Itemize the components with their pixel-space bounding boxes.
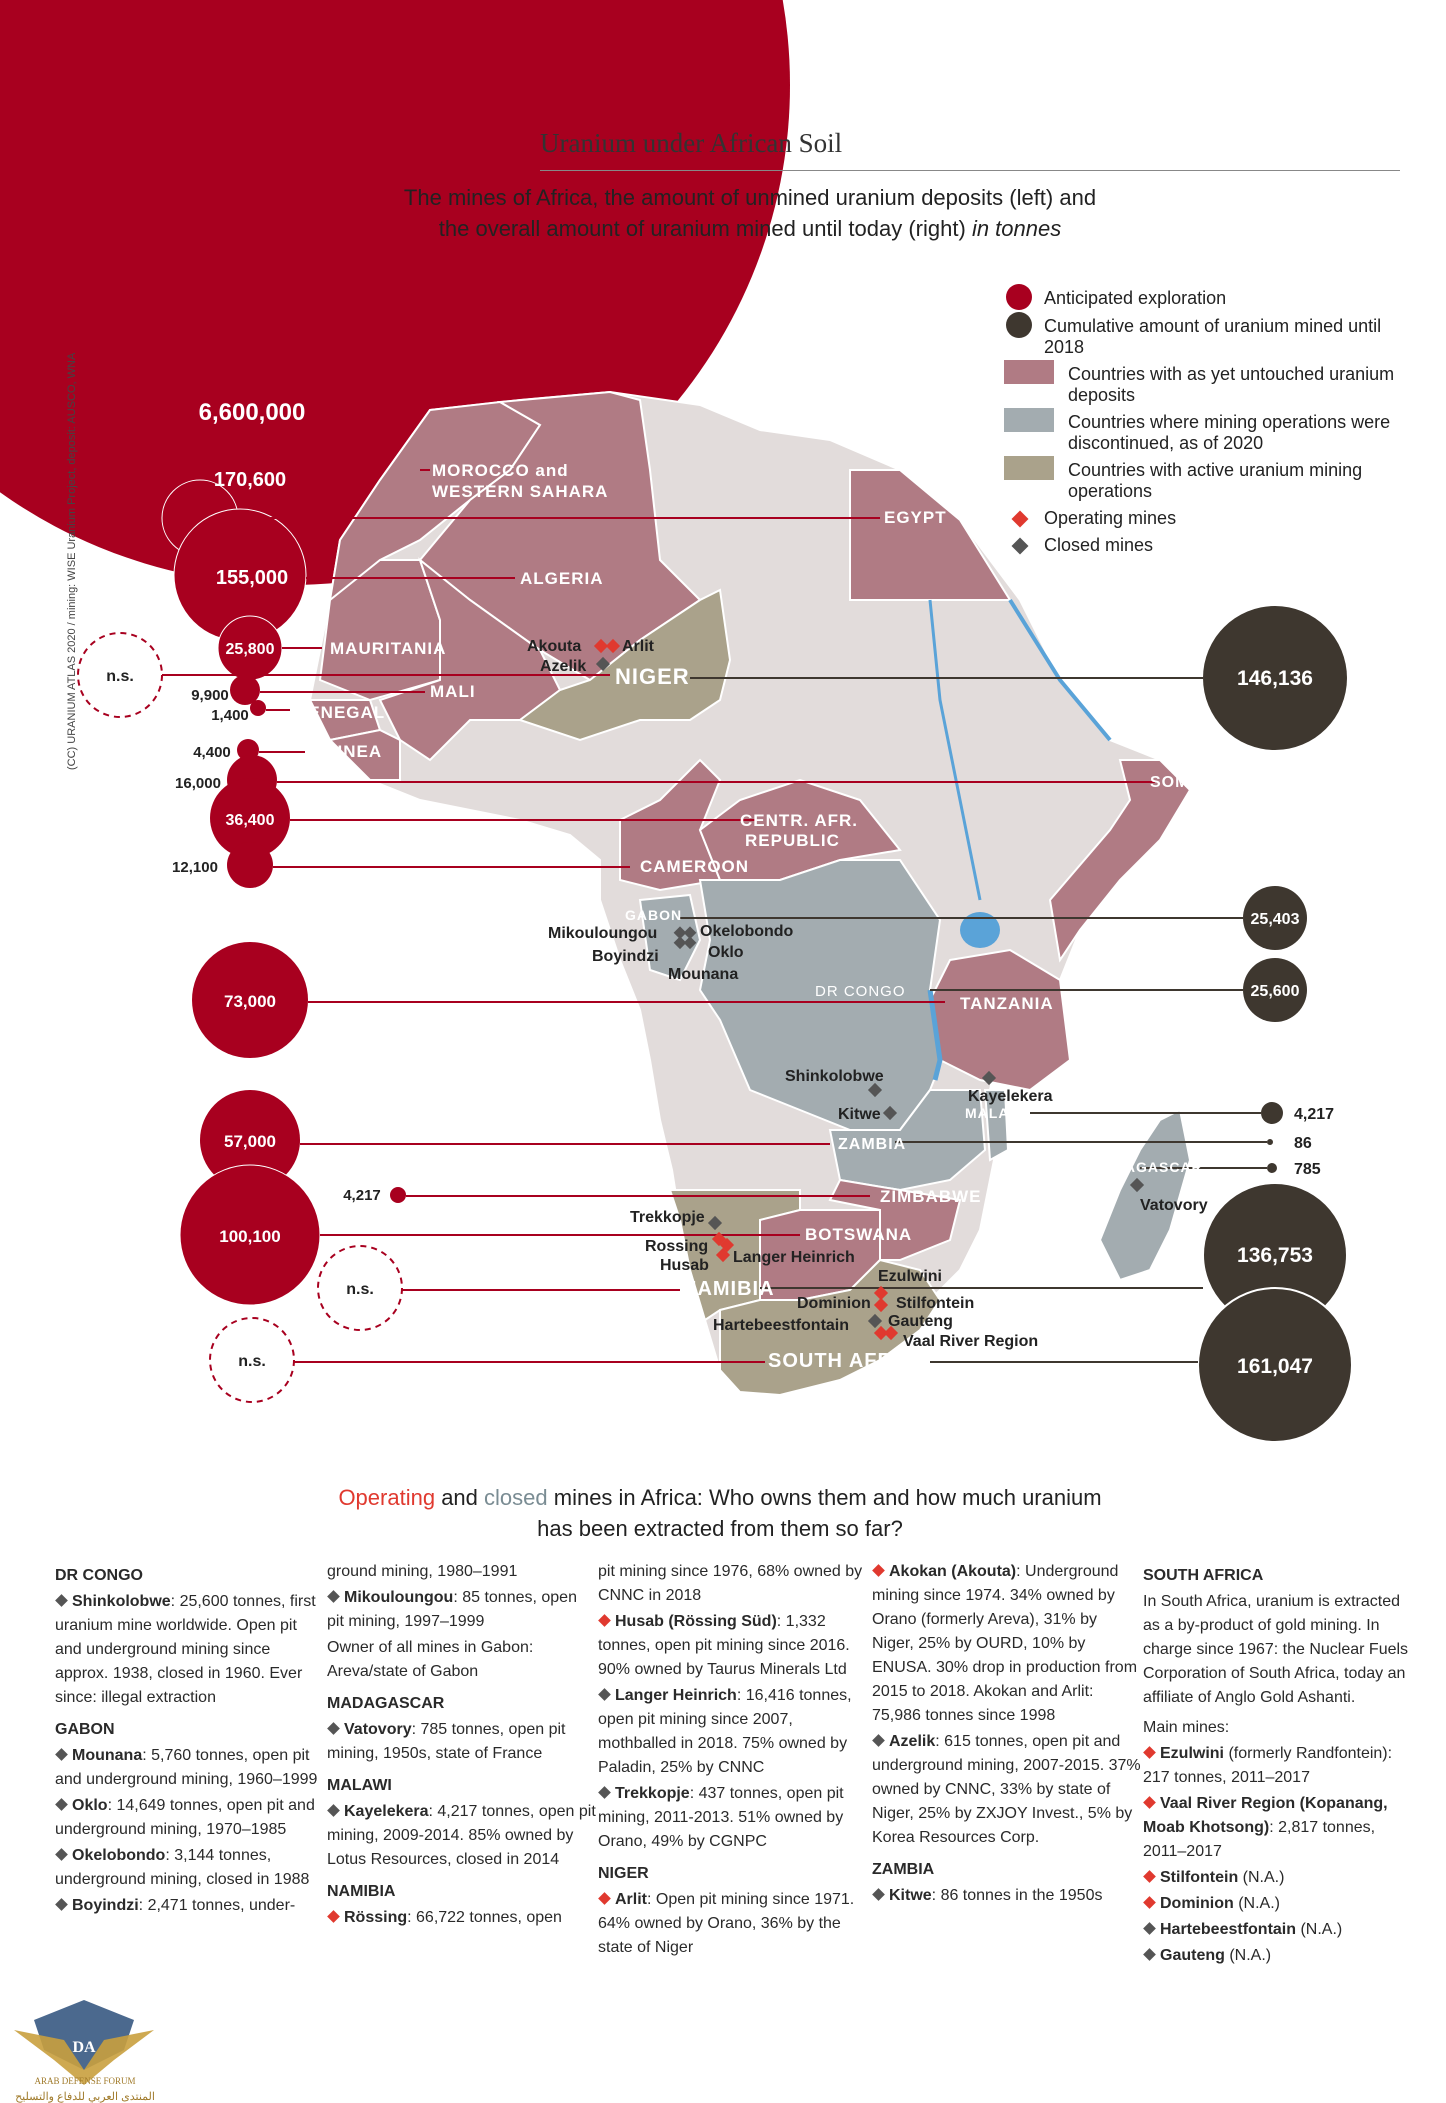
deposit-value-algeria: 155,000 [215, 567, 289, 589]
entry-husab [598, 1610, 868, 1682]
heading-zambia: ZAMBIA [872, 1861, 935, 1878]
label-trekkopje: Trekkopje [630, 1209, 705, 1226]
entry-name: Arlit [615, 1891, 647, 1908]
entry-hartebeest [1143, 1918, 1413, 1942]
entry-sa-intro: In South Africa, uranium is extracted as a by-product of gold mining. In charge since 1967: the Nuclear Fuels Corporation of South Africa, today an affiliate of Anglo Gold Ashanti. [1143, 1593, 1409, 1706]
label-tanzania: TANZANIA [960, 994, 1054, 1013]
entry-text: : 785 tonnes, open pit mining, 1950s, state of France [327, 1721, 566, 1762]
entry-text: : 66,722 tonnes, open [407, 1909, 562, 1926]
label-vatovory: Vatovory [1140, 1197, 1208, 1214]
legend-swatch-deposit [1006, 284, 1032, 310]
entry-name: Langer Heinrich [615, 1687, 737, 1704]
label-akouta: Akouta [527, 638, 582, 655]
entry-name: Akokan (Akouta) [889, 1563, 1017, 1580]
operating-mine-icon [1143, 1896, 1156, 1909]
entry-arlit [598, 1888, 868, 1960]
label-botswana: BOTSWANA [805, 1225, 913, 1244]
label-morocco-2: WESTERN SAHARA [432, 482, 609, 501]
region-madagascar [1100, 1110, 1190, 1280]
deposit-circle-senegal [250, 700, 266, 716]
label-hartebeest: Hartebeestfontain [713, 1317, 850, 1334]
logo-arabic: المنتدى العربي للدفاع والتسليح [15, 2091, 155, 2103]
entry-name: Kitwe [889, 1887, 932, 1904]
text-column-3 [598, 1560, 868, 1962]
mines-section-title [270, 1482, 1170, 1544]
entry-text: : Underground mining since 1974. 34% owned by Orano (formerly Areva), 31% by Niger, 25% by OURD, 10% by ENUSA. 30% drop in production from 2015 to 2018. Akokan and Arlit: 75,986 tonnes since 1998 [872, 1563, 1138, 1724]
deposit-value-botswana: 100,100 [219, 1227, 281, 1246]
deposit-value-niger: n.s. [106, 668, 134, 685]
title-closed: closed [484, 1485, 548, 1510]
label-dominion: Dominion [797, 1295, 871, 1312]
legend-swatch-untouched [1004, 360, 1054, 384]
deposit-value-cameroon: 12,100 [172, 859, 218, 876]
heading-southafrica: SOUTH AFRICA [1143, 1567, 1264, 1584]
heading-malawi: MALAWI [327, 1777, 392, 1794]
entry-name: Mikouloungou [344, 1589, 454, 1606]
entry-rossing-cont: pit mining since 1976, 68% owned by CNNC in 2018 [598, 1563, 863, 1604]
label-drcongo: DR CONGO [815, 983, 906, 1000]
heading-madagascar: MADAGASCAR [327, 1695, 445, 1712]
heading-gabon: GABON [55, 1721, 115, 1738]
legend-item-untouched [1004, 364, 1424, 406]
entry-name: Okelobondo [72, 1847, 166, 1864]
entry-text: : 16,416 tonnes, open pit mining since 2007, mothballed in 2018. 75% owned by Paladin, 25% by CNNC [598, 1687, 852, 1776]
legend-item-cumulative [1004, 316, 1424, 358]
entry-stilfontein [1143, 1866, 1413, 1890]
operating-mine-icon [872, 1564, 885, 1577]
label-mikouloungou: Mikouloungou [548, 925, 658, 942]
legend-swatch-mined [1006, 312, 1032, 338]
closed-mine-icon [55, 1748, 68, 1761]
label-azelik: Azelik [540, 658, 587, 675]
label-zimbabwe: ZIMBABWE [880, 1187, 982, 1206]
page-title: Uranium under African Soil [540, 128, 843, 158]
title-and: and [441, 1485, 478, 1510]
title-rest: mines in Africa: Who owns them and how much uranium [553, 1485, 1102, 1510]
subtitle-line-2 [330, 213, 1170, 244]
entry-name: Hartebeestfontain [1160, 1921, 1297, 1938]
label-morocco: MOROCCO and [432, 461, 569, 480]
entry-text: : 3,144 tonnes, underground mining, closed in 1988 [55, 1847, 310, 1888]
entry-name: Shinkolobwe [72, 1593, 171, 1610]
legend-diamond-operating [1012, 511, 1029, 528]
legend-label-2: Countries with as yet untouched uranium deposits [1068, 364, 1395, 405]
mined-value-southafrica: 161,047 [1237, 1355, 1313, 1378]
entry-name: Husab (Rössing Süd) [615, 1613, 777, 1630]
entry-name: Rössing [344, 1909, 408, 1926]
operating-mine-icon [598, 1614, 611, 1627]
subtitle-unit: in tonnes [971, 216, 1062, 241]
entry-name: Gauteng [1160, 1947, 1225, 1964]
legend-label-1: Cumulative amount of uranium mined until 2018 [1044, 316, 1382, 357]
label-car-2: REPUBLIC [745, 831, 840, 850]
logo-name: ARAB DEFENSE FORUM [34, 2076, 136, 2086]
text-column-5 [1143, 1560, 1413, 1970]
text-column-2 [327, 1560, 597, 1932]
region-egypt [850, 470, 1010, 600]
entry-name: Stilfontein [1160, 1869, 1239, 1886]
entry-text: (N.A.) [1238, 1869, 1285, 1886]
closed-mine-icon [872, 1734, 885, 1747]
entry-text: : 4,217 tonnes, open pit mining, 2009-2014. 85% owned by Lotus Resources, closed in 2014 [327, 1803, 596, 1868]
label-cameroon: CAMEROON [640, 857, 750, 876]
entry-name: Mounana [72, 1747, 143, 1764]
entry-ezulwini [1143, 1742, 1413, 1790]
label-shinkolobwe: Shinkolobwe [785, 1068, 884, 1085]
entry-dominion [1143, 1892, 1413, 1916]
label-langer: Langer Heinrich [733, 1249, 855, 1266]
mines-section-title-line-2: has been extracted from them so far? [537, 1516, 903, 1541]
entry-vaal [1143, 1792, 1413, 1864]
closed-mine-icon [872, 1888, 885, 1901]
mined-value-gabon: 25,403 [1250, 911, 1300, 928]
label-ezulwini: Ezulwini [878, 1268, 942, 1285]
closed-mine-icon [327, 1590, 340, 1603]
closed-mine-icon [1143, 1922, 1156, 1935]
legend-item-discontinued [1004, 412, 1424, 454]
entry-vatovory [327, 1718, 597, 1766]
closed-mine-icon [598, 1688, 611, 1701]
entry-text: : 615 tonnes, open pit and underground mining, 2007-2015. 37% owned by CNNC, 33% by state of Niger, 25% by ZXJOY Invest., 5% by Korea Resources Corp. [872, 1733, 1141, 1846]
entry-kayelekera [327, 1800, 597, 1872]
entry-name: Oklo [72, 1797, 108, 1814]
entry-trekkopje [598, 1782, 868, 1854]
entry-gauteng [1143, 1944, 1413, 1968]
entry-mounana [55, 1744, 325, 1792]
entry-boyindzi-cont: ground mining, 1980–1991 [327, 1563, 518, 1580]
label-kitwe: Kitwe [838, 1106, 881, 1123]
source-credit: (CC) URANIUM ATLAS 2020 / mining: WISE Uranium Project, deposit: AUSCO, WNA [66, 352, 78, 770]
operating-mine-icon [598, 1892, 611, 1905]
entry-text: (formerly Randfontein): 217 tonnes, 2011–2017 [1143, 1745, 1393, 1786]
label-algeria: ALGERIA [520, 569, 604, 588]
entry-text: (N.A.) [1296, 1921, 1343, 1938]
label-southafrica: SOUTH AFRICA [768, 1350, 931, 1372]
operating-mine-icon [1143, 1870, 1156, 1883]
entry-text: : 86 tonnes in the 1950s [931, 1887, 1103, 1904]
entry-text: : Open pit mining since 1971. 64% owned by Orano, 36% by the state of Niger [598, 1891, 855, 1956]
label-egypt: EGYPT [884, 508, 947, 527]
deposit-value-guinea: 4,400 [193, 744, 231, 761]
text-column-1 [55, 1560, 325, 1920]
legend-label-0: Anticipated exploration [1044, 288, 1227, 308]
heading-drcongo: DR CONGO [55, 1567, 143, 1584]
label-arlit: Arlit [622, 638, 654, 655]
legend-label-4: Countries with active uranium mining operations [1068, 460, 1363, 501]
label-mali: MALI [430, 682, 476, 701]
label-mauritania: MAURITANIA [330, 639, 447, 658]
operating-mine-icon [1143, 1746, 1156, 1759]
legend-label-3: Countries where mining operations were discontinued, as of 2020 [1068, 412, 1391, 453]
page-subtitle [330, 182, 1170, 244]
operating-mine-icon [1143, 1796, 1156, 1809]
label-guinea: GUINEA [310, 742, 383, 761]
entry-name: Dominion [1160, 1895, 1234, 1912]
legend-item-anticipated [1004, 288, 1424, 310]
label-malawi: MALAWI [965, 1105, 1028, 1121]
mined-circle-zambia [1267, 1139, 1273, 1145]
legend-label-6: Closed mines [1044, 535, 1154, 555]
legend-swatch-discontinued [1004, 408, 1054, 432]
deposit-circle-cameroon [227, 842, 273, 888]
closed-mine-icon [55, 1594, 68, 1607]
mined-value-niger: 146,136 [1237, 667, 1313, 690]
deposit-value-car: 36,400 [225, 812, 275, 829]
entry-mikouloungou [327, 1586, 597, 1634]
heading-niger: NIGER [598, 1865, 649, 1882]
closed-mine-icon [1143, 1948, 1156, 1961]
label-somalia: SOMALIA [1150, 774, 1231, 791]
deposit-value-egypt: 170,600 [213, 469, 287, 491]
entry-text: : 1,332 tonnes, open pit mining since 2016. 90% owned by Taurus Minerals Ltd [598, 1613, 850, 1678]
entry-text: (N.A.) [1233, 1895, 1280, 1912]
legend-item-active [1004, 460, 1424, 502]
deposit-circle-zimbabwe [390, 1187, 406, 1203]
label-car: CENTR. AFR. [740, 811, 859, 830]
label-husab: Husab [660, 1257, 709, 1274]
title-operating: Operating [338, 1485, 436, 1510]
label-gabon: GABON [625, 907, 683, 923]
closed-mine-icon [55, 1798, 68, 1811]
entry-text: : 437 tonnes, open pit mining, 2011-2013. 51% owned by Orano, 49% by CGNPC [598, 1785, 844, 1850]
deposit-value-namibia: n.s. [346, 1281, 374, 1298]
deposit-value-somalia: 16,000 [175, 775, 221, 792]
entry-akokan [872, 1560, 1142, 1728]
operating-mine-icon [327, 1910, 340, 1923]
deposit-value-morocco: 6,600,000 [198, 399, 306, 426]
label-stilfontein: Stilfontein [896, 1295, 975, 1312]
deposit-value-mali: 9,900 [191, 687, 229, 704]
label-mounana: Mounana [668, 966, 739, 983]
mined-value-namibia: 136,753 [1237, 1244, 1313, 1267]
legend-label-5: Operating mines [1044, 508, 1177, 528]
deposit-value-southafrica: n.s. [238, 1353, 266, 1370]
label-zambia: ZAMBIA [838, 1136, 907, 1153]
entry-shinkolobwe [55, 1590, 325, 1710]
deposit-value-zambia: 57,000 [224, 1132, 276, 1151]
subtitle-line-1: The mines of Africa, the amount of unmined uranium deposits (left) and [403, 185, 1097, 210]
entry-text: : 2,817 tonnes, 2011–2017 [1143, 1819, 1376, 1860]
entry-kitwe [872, 1884, 1142, 1908]
mined-value-malawi: 4,217 [1294, 1106, 1335, 1123]
entry-rossing [327, 1906, 597, 1930]
entry-name: Azelik [889, 1733, 936, 1750]
mined-value-drcongo: 25,600 [1250, 983, 1300, 1000]
entry-okelobondo [55, 1844, 325, 1892]
closed-mine-icon [55, 1848, 68, 1861]
mined-circle-madagascar [1267, 1163, 1277, 1173]
entry-text: : 14,649 tonnes, open pit and underground mining, 1970–1985 [55, 1797, 315, 1838]
entry-boyindzi [55, 1894, 325, 1918]
entry-name: Boyindzi [72, 1897, 139, 1914]
entry-name: Trekkopje [615, 1785, 690, 1802]
entry-main-mines: Main mines: [1143, 1719, 1230, 1736]
legend-diamond-closed [1012, 538, 1029, 555]
title-rule [540, 170, 1400, 171]
closed-mine-icon [327, 1804, 340, 1817]
label-boyindzi: Boyindzi [592, 948, 659, 965]
entry-name: Kayelekera [344, 1803, 429, 1820]
label-okelobondo: Okelobondo [700, 923, 794, 940]
legend-item-operating [1004, 508, 1424, 529]
entry-text: : 85 tonnes, open pit mining, 1997–1999 [327, 1589, 577, 1630]
logo-mark: DA [72, 2039, 96, 2056]
mined-value-madagascar: 785 [1294, 1161, 1321, 1178]
entry-name: Ezulwini [1160, 1745, 1224, 1762]
entry-gabon-owner: Owner of all mines in Gabon: Areva/state of Gabon [327, 1639, 534, 1680]
deposit-value-mauritania: 25,800 [225, 641, 275, 658]
entry-langer [598, 1684, 868, 1780]
entry-text: : 2,471 tonnes, under- [138, 1897, 296, 1914]
label-namibia: NAMIBIA [682, 1278, 775, 1300]
mines-section-title-line-1 [270, 1482, 1170, 1513]
deposit-value-zimbabwe: 4,217 [343, 1187, 381, 1204]
entry-text: : 25,600 tonnes, first uranium mine worldwide. Open pit and underground mining since approx. 1938, closed in 1960. Ever since: illegal extraction [55, 1593, 316, 1706]
label-vaal: Vaal River Region [903, 1333, 1039, 1350]
closed-mine-icon [598, 1786, 611, 1799]
label-madagascar: MADAGASCAR [1090, 1159, 1203, 1175]
legend-swatch-active [1004, 456, 1054, 480]
closed-mine-icon [55, 1898, 68, 1911]
legend-item-closed [1004, 535, 1424, 556]
mined-value-zambia: 86 [1294, 1135, 1312, 1152]
entry-name: Vaal River Region (Kopanang, Moab Khotsong) [1143, 1795, 1388, 1836]
label-niger: NIGER [615, 664, 690, 689]
legend [1004, 288, 1424, 562]
text-column-4 [872, 1560, 1142, 1910]
entry-text: (N.A.) [1224, 1947, 1272, 1964]
closed-mine-icon [327, 1722, 340, 1735]
mined-circle-malawi [1261, 1102, 1283, 1124]
label-kayelekera: Kayelekera [968, 1088, 1053, 1105]
deposit-value-tanzania: 73,000 [224, 992, 276, 1011]
heading-namibia: NAMIBIA [327, 1883, 396, 1900]
label-rossing: Rossing [645, 1238, 709, 1255]
label-gauteng: Gauteng [888, 1313, 953, 1330]
label-senegal: SENEGAL [296, 703, 386, 722]
label-oklo: Oklo [708, 944, 744, 961]
entry-name: Vatovory [344, 1721, 412, 1738]
entry-text: : 5,760 tonnes, open pit and underground mining, 1960–1999 [55, 1747, 318, 1788]
entry-oklo [55, 1794, 325, 1842]
entry-azelik [872, 1730, 1142, 1850]
subtitle-line-2-text: the overall amount of uranium mined until today (right) [438, 216, 966, 241]
deposit-value-senegal: 1,400 [211, 707, 249, 724]
